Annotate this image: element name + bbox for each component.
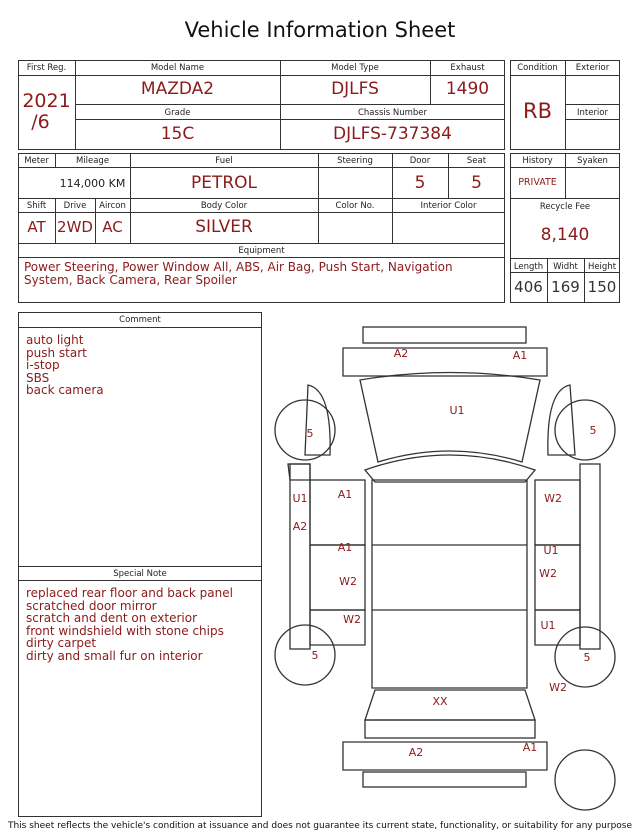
shift-value: AT (27, 218, 46, 236)
right-rear-quarter-code: W2 (549, 681, 567, 694)
aircon-value: AC (102, 218, 123, 236)
chassis-number-label: Chassis Number (357, 108, 428, 118)
right-sill (580, 464, 600, 649)
width-label: Widht (553, 262, 578, 272)
drive-value: 2WD (57, 218, 93, 236)
comment-item: back camera (26, 383, 104, 397)
aircon-label: Aircon (99, 201, 126, 211)
equipment-label: Equipment (238, 246, 285, 256)
front-left-wheel-code: 5 (306, 427, 314, 440)
right-front-fender (548, 385, 575, 455)
exhaust-label: Exhaust (450, 63, 485, 73)
front-right-wheel-circle (555, 400, 615, 460)
first-reg-month: /6 (31, 111, 50, 133)
right-rear-door-b-code: U1 (540, 619, 556, 632)
shift-header-rule (18, 212, 505, 213)
spare-wheel-circle (555, 750, 615, 810)
width-value: 169 (551, 278, 580, 296)
syaken-label: Syaken (577, 156, 608, 166)
special-note-item: replaced rear floor and back panel (26, 586, 233, 600)
length-value: 406 (514, 278, 543, 296)
exterior-rule (565, 104, 620, 105)
history-value: PRIVATE (518, 177, 557, 188)
comment-item: i-stop (26, 358, 60, 372)
comment-label: Comment (119, 315, 161, 325)
trunk-lid (365, 720, 535, 738)
special-note-item: front windshield with stone chips (26, 623, 224, 638)
left-front-door-c-code: A1 (337, 541, 353, 554)
front-right-wheel-code: 5 (589, 424, 597, 437)
rear-left-wheel-code: 5 (311, 649, 319, 662)
model-mid-rule (75, 104, 505, 105)
interior-color-label: Interior Color (420, 201, 477, 211)
recycle-fee-value: 8,140 (540, 225, 590, 245)
left-front-door-a-code: A1 (337, 488, 353, 501)
special-note-list (26, 587, 258, 662)
grade-label: Grade (164, 108, 191, 118)
footer-disclaimer: This sheet reflects the vehicle's condition at issuance and does not guarantee its current state, functionality, or suitability for any purpose (7, 821, 633, 831)
first-reg-label: First Reg. (26, 63, 67, 73)
grade-value: 15C (160, 124, 195, 144)
car-damage-diagram (268, 318, 630, 820)
right-rear-door-a-code: W2 (539, 567, 557, 580)
rear-bumper-right-code: A1 (522, 741, 538, 754)
model-name-value: MAZDA2 (140, 79, 215, 99)
shift-label: Shift (26, 201, 47, 211)
rear-bumper-left-code: A2 (408, 746, 424, 759)
seat-value: 5 (471, 173, 482, 193)
dimensions-top-rule (510, 258, 620, 259)
meter-label: Meter (24, 156, 49, 166)
special-note-item: scratched door mirror (26, 598, 157, 613)
recycle-fee-label: Recycle Fee (539, 202, 591, 212)
dimensions-header-rule (510, 272, 620, 273)
model-type-label: Model Type (331, 63, 379, 73)
rear-window-outline (365, 690, 535, 720)
model-header-rule (18, 75, 505, 76)
left-front-fender-code: U1 (292, 492, 308, 505)
chassis-number-value: DJLFS-737384 (333, 124, 452, 144)
front-bumper-right-code: A1 (512, 349, 528, 362)
comment-list (26, 334, 256, 397)
steering-label: Steering (337, 156, 373, 166)
spec-header-rule (18, 167, 505, 168)
mileage-label: Mileage (75, 156, 110, 166)
roof-outline (372, 480, 527, 688)
door-value: 5 (414, 173, 426, 193)
front-bumper-left-code: A2 (393, 347, 409, 360)
trunk-code: XX (432, 695, 448, 708)
fuel-divider (318, 153, 319, 243)
rear-bumper-upper (343, 742, 547, 770)
body-color-value: SILVER (195, 217, 253, 237)
condition-label: Condition (517, 63, 558, 73)
special-note-item: dirty and small fur on interior (26, 648, 203, 663)
right-front-door-code: U1 (543, 544, 559, 557)
front-bumper-outline (363, 327, 526, 343)
mileage-value: 114,000 KM (59, 177, 126, 190)
fuel-value: PETROL (190, 173, 258, 193)
steering-divider (392, 153, 393, 243)
condition-value: RB (523, 99, 552, 123)
exterior-label: Exterior (575, 63, 610, 73)
rear-bumper-lower (363, 772, 526, 787)
interior-label: Interior (576, 108, 608, 118)
first-reg-year: 2021 (22, 90, 71, 112)
comment-header-rule (18, 327, 262, 328)
right-front-door (535, 480, 580, 545)
history-label: History (522, 156, 553, 166)
comment-item: auto light (26, 333, 84, 347)
sheet-title: Vehicle Information Sheet (184, 18, 456, 42)
drive-label: Drive (63, 201, 87, 211)
grade-header-rule (75, 119, 505, 120)
spec-row-rule (18, 198, 505, 199)
recycle-top-rule (510, 198, 620, 199)
seat-label: Seat (466, 156, 487, 166)
exhaust-value: 1490 (445, 79, 490, 99)
left-mirror (288, 464, 310, 480)
left-rear-door-a-code: W2 (339, 575, 357, 588)
right-front-fender-code: W2 (544, 492, 562, 505)
hood-outline (360, 373, 540, 463)
model-name-label: Model Name (150, 63, 205, 73)
equipment-value: Power Steering, Power Window All, ABS, Air Bag, Push Start, Navigation System, Back Camera, Rear Spoiler (24, 260, 453, 287)
special-note-item: scratch and dent on exterior (26, 611, 198, 625)
color-no-label: Color No. (335, 201, 375, 211)
fuel-label: Fuel (215, 156, 233, 166)
body-color-label: Body Color (200, 201, 248, 211)
interior-header-rule (565, 119, 620, 120)
left-rear-door-b-code: W2 (343, 613, 361, 626)
comment-item: SBS (26, 370, 50, 385)
height-value: 150 (587, 278, 617, 296)
model-type-value: DJLFS (331, 79, 379, 99)
equipment-top-rule (18, 243, 505, 244)
equipment-header-rule (18, 257, 505, 258)
rear-right-wheel-code: 5 (583, 651, 591, 664)
height-label: Height (587, 262, 617, 272)
special-note-item: dirty carpet (26, 636, 97, 650)
left-front-fender (305, 385, 330, 455)
special-note-header-rule (18, 580, 262, 581)
comment-item: push start (26, 345, 87, 360)
left-front-door-b-code: A2 (292, 520, 308, 533)
length-label: Length (513, 262, 544, 272)
special-note-label: Special Note (113, 569, 167, 579)
condition-divider (565, 60, 566, 150)
special-note-top-rule (18, 566, 262, 567)
hood-code: U1 (449, 404, 465, 417)
door-label: Door (409, 156, 431, 166)
rear-left-wheel-circle (275, 625, 335, 685)
